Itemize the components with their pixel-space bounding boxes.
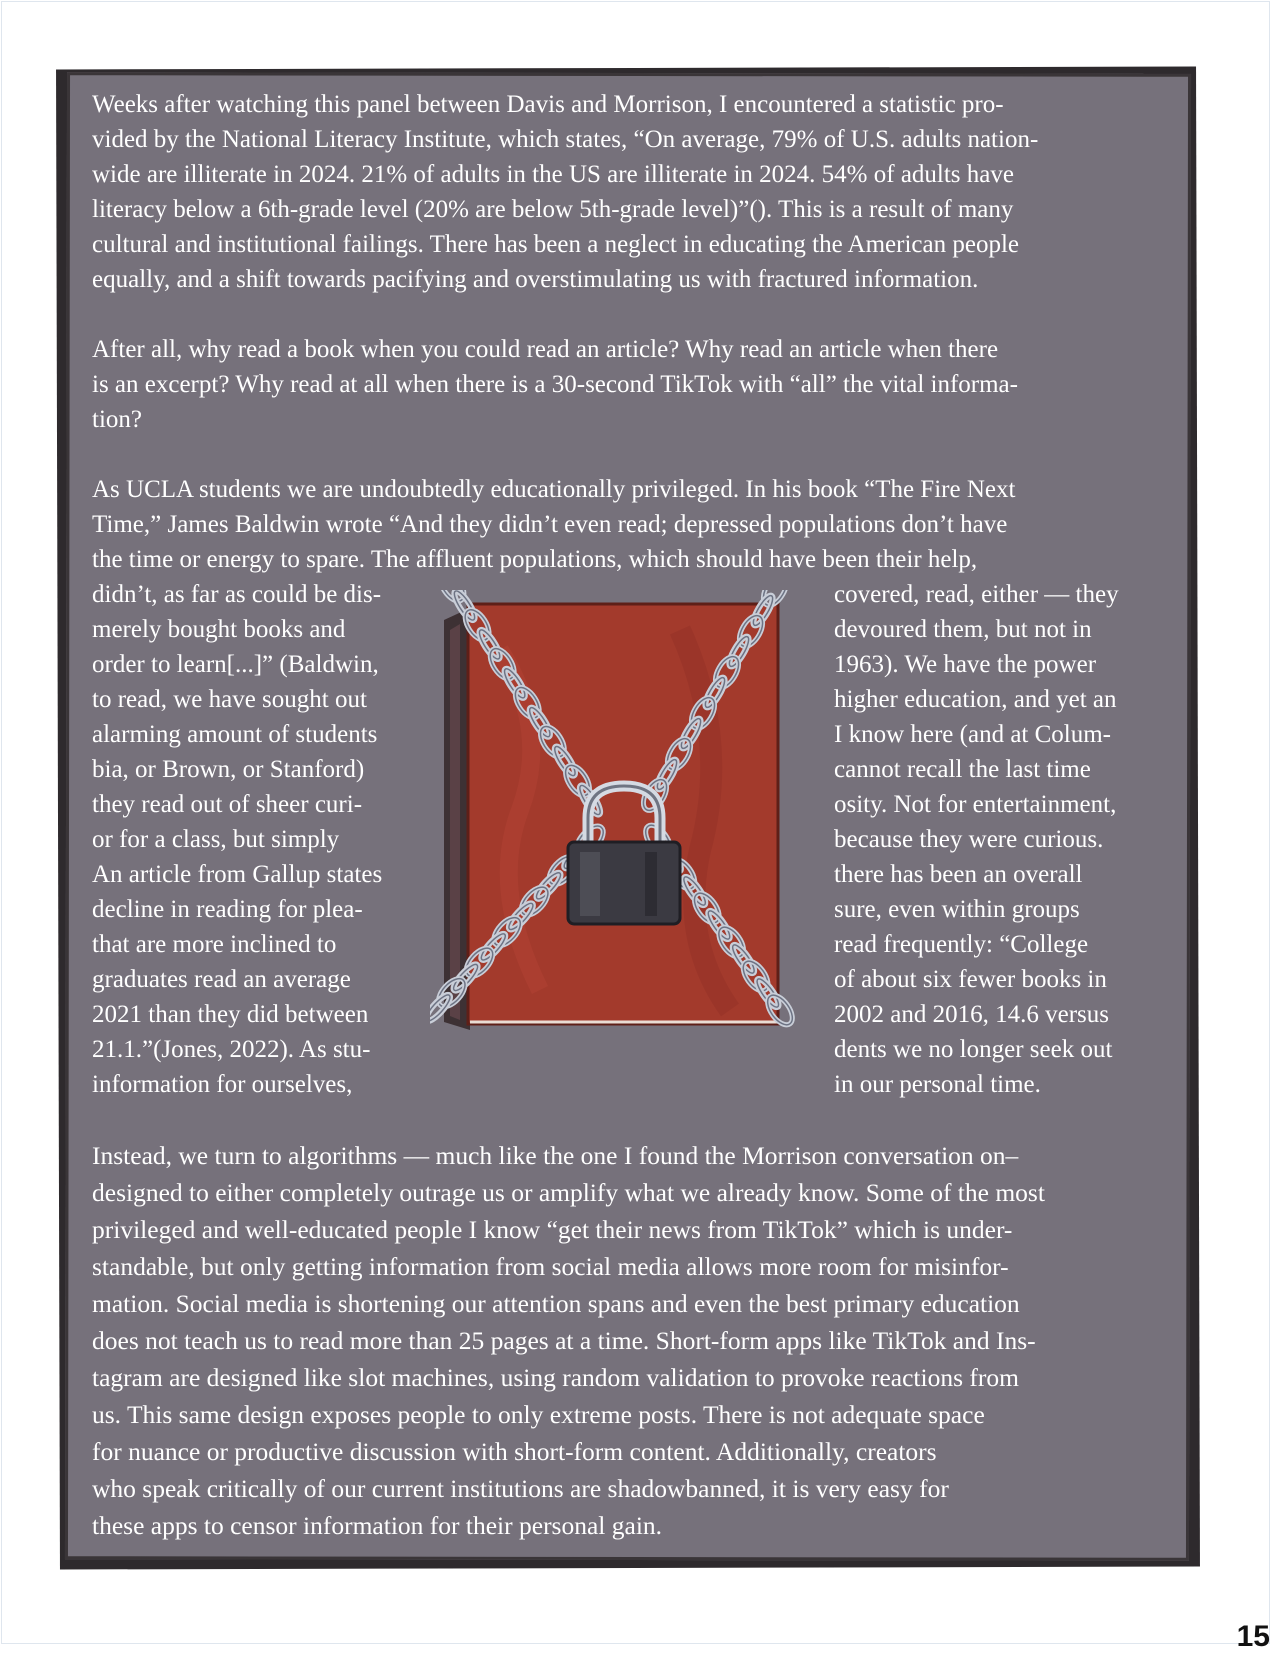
text-line: to read, we have sought out (92, 686, 367, 713)
text-line: 2021 than they did between (92, 1001, 369, 1028)
chained-book-illustration (430, 590, 830, 1080)
wrap-column-left (92, 577, 452, 1102)
text-line: devoured them, but not in (834, 616, 1092, 643)
text-line: designed to either completely outrage us or amplify what we already know. Some of the most (92, 1178, 1045, 1207)
paragraph-why-read (92, 332, 1182, 437)
text-line: does not teach us to read more than 25 pages at a time. Short-form apps like TikTok and Ins- (92, 1326, 1036, 1355)
text-line: bia, or Brown, or Stanford) (92, 756, 365, 783)
text-line: read frequently: “College (834, 931, 1089, 958)
text-line: tagram are designed like slot machines, using random validation to provoke reactions from (92, 1363, 1019, 1392)
text-line: As UCLA students we are undoubtedly educationally privileged. In his book “The Fire Next (92, 476, 1016, 503)
text-line: An article from Gallup states (92, 861, 383, 888)
text-line: wide are illiterate in 2024. 21% of adults in the US are illiterate in 2024. 54% of adults have (92, 161, 1014, 188)
text-line: higher education, and yet an (834, 686, 1117, 713)
text-line: 1963). We have the power (834, 651, 1097, 678)
text-line: who speak critically of our current institutions are shadowbanned, it is very easy for (92, 1474, 949, 1503)
text-line: graduates read an average (92, 966, 351, 993)
text-line: information for ourselves, (92, 1071, 353, 1098)
text-line: dents we no longer seek out (834, 1036, 1113, 1063)
text-line: these apps to censor information for their personal gain. (92, 1511, 663, 1540)
text-line: Time,” James Baldwin wrote “And they didn’t even read; depressed populations don’t have (92, 511, 1008, 538)
paragraph-statistics (92, 87, 1182, 297)
text-line: After all, why read a book when you could read an article? Why read an article when there (92, 336, 999, 363)
text-line: cultural and institutional failings. There has been a neglect in educating the American people (92, 231, 1020, 258)
text-line: literacy below a 6th-grade level (20% are below 5th-grade level)”(). This is a result of many (92, 196, 1014, 223)
text-line: for nuance or productive discussion with short-form content. Additionally, creators (92, 1437, 937, 1466)
text-line: order to learn[...]” (Baldwin, (92, 651, 379, 678)
paragraph-baldwin (92, 472, 1182, 577)
text-line: covered, read, either — they (834, 581, 1119, 608)
text-line: merely bought books and (92, 616, 346, 643)
text-line: us. This same design exposes people to only extreme posts. There is not adequate space (92, 1400, 985, 1429)
text-line: sure, even within groups (834, 896, 1080, 923)
text-line: there has been an overall (834, 861, 1083, 888)
text-line: equally, and a shift towards pacifying and overstimulating us with fractured information. (92, 266, 979, 293)
paragraph-algorithms (92, 1137, 1182, 1544)
text-line: Weeks after watching this panel between Davis and Morrison, I encountered a statistic pro- (92, 91, 1004, 118)
text-line: didn’t, as far as could be dis- (92, 581, 382, 608)
wrap-column-right (834, 577, 1194, 1102)
text-line: alarming amount of students (92, 721, 378, 748)
text-line: mation. Social media is shortening our attention spans and even the best primary education (92, 1289, 1020, 1318)
text-line: 2002 and 2016, 14.6 versus (834, 1001, 1109, 1028)
text-line: or for a class, but simply (92, 826, 340, 853)
text-line: standable, but only getting information from social media allows more room for misinfor- (92, 1252, 1009, 1281)
text-line: privileged and well-educated people I know “get their news from TikTok” which is under- (92, 1215, 1013, 1244)
text-line: is an excerpt? Why read at all when there is a 30-second TikTok with “all” the vital informa- (92, 371, 1018, 398)
text-line: Instead, we turn to algorithms — much like the one I found the Morrison conversation on– (92, 1141, 1019, 1170)
text-line: decline in reading for plea- (92, 896, 363, 923)
text-line: osity. Not for entertainment, (834, 791, 1117, 818)
page-number: 15 (1236, 1620, 1270, 1653)
text-line: cannot recall the last time (834, 756, 1091, 783)
text-line: of about six fewer books in (834, 966, 1107, 993)
text-line: they read out of sheer curi- (92, 791, 363, 818)
text-line: in our personal time. (834, 1071, 1041, 1098)
text-line: the time or energy to spare. The affluent populations, which should have been their help, (92, 546, 978, 573)
text-line: 21.1.”(Jones, 2022). As stu- (92, 1036, 371, 1063)
text-line: tion? (92, 406, 142, 433)
text-line: that are more inclined to (92, 931, 337, 958)
text-line: because they were curious. (834, 826, 1104, 853)
text-line: vided by the National Literacy Institute, which states, “On average, 79% of U.S. adults nation- (92, 126, 1039, 153)
text-line: I know here (and at Colum- (834, 721, 1112, 748)
